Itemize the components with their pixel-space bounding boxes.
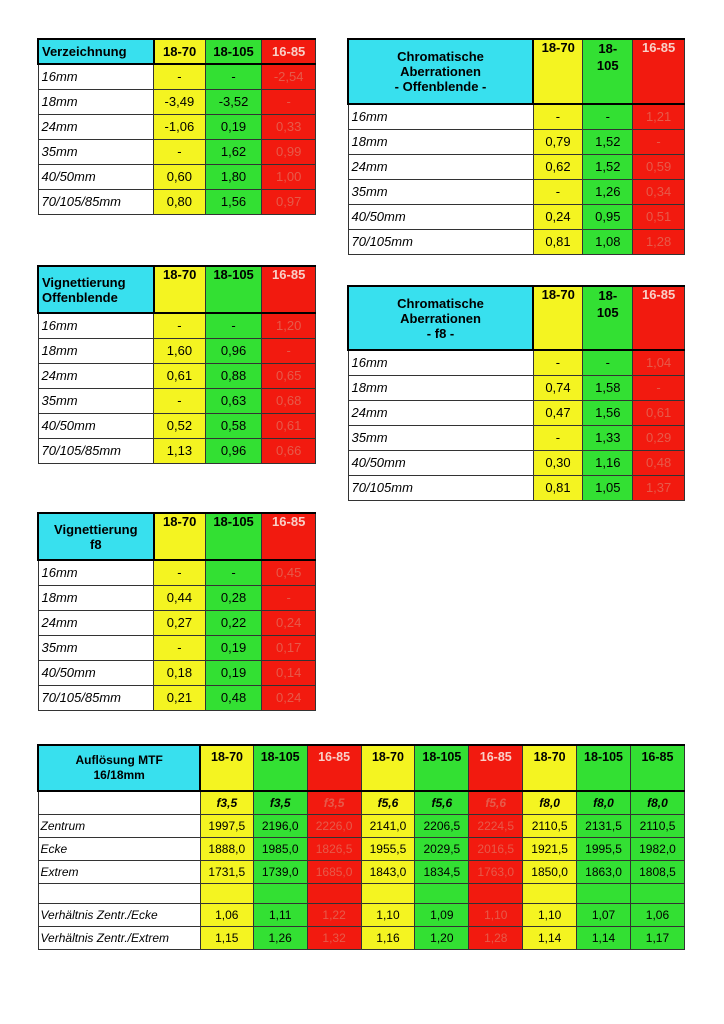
column-header: 16-85 <box>469 745 523 791</box>
row-label: Verhältnis Zentr./Ecke <box>38 903 200 926</box>
table-row <box>38 388 316 413</box>
cell-value: - <box>154 560 206 585</box>
cell-value: 0,95 <box>583 204 633 229</box>
title-line: - f8 - <box>426 325 455 341</box>
cell-value: 1,80 <box>205 164 262 189</box>
spacer-cell <box>38 883 200 903</box>
cell-value: 1,08 <box>583 229 633 254</box>
cell-value: 2016,5 <box>469 837 523 860</box>
cell-value: 0,59 <box>633 154 685 179</box>
column-header: 18-105 <box>415 745 469 791</box>
cell-value: 0,30 <box>533 450 583 475</box>
cell-value: - <box>154 64 206 89</box>
cell-value: 1,56 <box>583 400 633 425</box>
cell-value: 0,33 <box>262 114 316 139</box>
cell-value: 1,20 <box>262 313 316 338</box>
table-row <box>38 438 316 463</box>
cell-value: 2131,5 <box>577 814 631 837</box>
cell-value: 1,28 <box>469 926 523 949</box>
aperture-cell: f5,6 <box>361 791 415 814</box>
cell-value: - <box>205 313 262 338</box>
title-line: Auflösung MTF <box>75 753 163 767</box>
aperture-cell: f8,0 <box>577 791 631 814</box>
cell-value: 2224,5 <box>469 814 523 837</box>
cell-value: - <box>633 129 685 154</box>
column-header: 16-85 <box>262 39 316 64</box>
spacer-cell <box>361 883 415 903</box>
row-label: 24mm <box>348 154 533 179</box>
table-row <box>38 610 316 635</box>
column-header <box>583 286 633 350</box>
table-vignettierung-f8 <box>37 512 316 711</box>
title-line: Vignettierung <box>42 274 126 290</box>
row-label: 40/50mm <box>38 660 154 685</box>
cell-value: - <box>583 350 633 375</box>
table-title: Verzeichnung <box>38 39 154 64</box>
row-label: 70/105/85mm <box>38 685 154 710</box>
column-header: 18-70 <box>361 745 415 791</box>
row-label: 35mm <box>38 388 154 413</box>
cell-value: 0,18 <box>154 660 206 685</box>
table-row <box>348 350 685 375</box>
cell-value: 0,80 <box>154 189 206 214</box>
table-title <box>348 39 533 104</box>
cell-value: 1826,5 <box>307 837 361 860</box>
row-label: 18mm <box>38 338 154 363</box>
cell-value: - <box>154 313 206 338</box>
cell-value: 1888,0 <box>200 837 253 860</box>
column-header: 18-70 <box>533 286 583 350</box>
row-label: 35mm <box>348 425 533 450</box>
title-line: f8 <box>90 536 102 552</box>
table-header-row <box>38 266 316 313</box>
cell-value: 1,04 <box>633 350 685 375</box>
cell-value: 0,51 <box>633 204 685 229</box>
aperture-cell: f3,5 <box>253 791 307 814</box>
table-title <box>38 266 154 313</box>
cell-value: 0,63 <box>205 388 262 413</box>
row-label: 16mm <box>38 560 154 585</box>
row-label: 35mm <box>38 139 154 164</box>
table-row <box>348 450 685 475</box>
row-label: 24mm <box>38 610 154 635</box>
cell-value: 0,34 <box>633 179 685 204</box>
cell-value: 1982,0 <box>630 837 684 860</box>
cell-value: 0,24 <box>262 685 316 710</box>
column-header: 18-70 <box>154 513 206 560</box>
row-label: 40/50mm <box>348 204 533 229</box>
cell-value: 0,65 <box>262 363 316 388</box>
table-row <box>38 164 316 189</box>
cell-value: 0,61 <box>154 363 206 388</box>
title-line: Aberrationen <box>400 64 481 79</box>
cell-value: -3,49 <box>154 89 206 114</box>
table-row <box>38 814 685 837</box>
cell-value: 1,16 <box>583 450 633 475</box>
table-row <box>38 338 316 363</box>
cell-value: 0,81 <box>533 229 583 254</box>
row-label: 16mm <box>348 104 533 129</box>
cell-value: 2029,5 <box>415 837 469 860</box>
header-line: 18- <box>598 41 618 56</box>
row-label: 40/50mm <box>38 413 154 438</box>
cell-value: 1995,5 <box>577 837 631 860</box>
table-row <box>348 179 685 204</box>
cell-value: 1,33 <box>583 425 633 450</box>
aperture-cell: f5,6 <box>469 791 523 814</box>
row-label: 24mm <box>38 363 154 388</box>
cell-value: - <box>154 635 206 660</box>
cell-value: 0,24 <box>262 610 316 635</box>
table-header-row <box>348 39 685 104</box>
spacer-cell <box>469 883 523 903</box>
cell-value: 1,37 <box>633 475 685 500</box>
table-header-row <box>38 513 316 560</box>
column-header: 18-105 <box>205 266 262 313</box>
cell-value: 0,19 <box>205 635 262 660</box>
table-row <box>38 64 316 89</box>
cell-value: 0,17 <box>262 635 316 660</box>
table-row <box>38 413 316 438</box>
cell-value: 1,52 <box>583 154 633 179</box>
cell-value: 0,14 <box>262 660 316 685</box>
cell-value: - <box>533 104 583 129</box>
title-line: - Offenblende - <box>394 79 487 94</box>
column-header: 16-85 <box>262 513 316 560</box>
cell-value: - <box>533 350 583 375</box>
cell-value: 1,14 <box>523 926 577 949</box>
cell-value: 1763,0 <box>469 860 523 883</box>
cell-value: 0,96 <box>205 438 262 463</box>
aperture-cell: f3,5 <box>307 791 361 814</box>
column-header: 18-105 <box>253 745 307 791</box>
cell-value: 2110,5 <box>523 814 577 837</box>
table-row <box>38 685 316 710</box>
row-label: 16mm <box>38 313 154 338</box>
table-row <box>38 89 316 114</box>
cell-value: 0,68 <box>262 388 316 413</box>
table-row <box>38 313 316 338</box>
title-line: 16/18mm <box>93 768 145 782</box>
cell-value: - <box>262 585 316 610</box>
title-line: Chromatische <box>397 49 484 64</box>
cell-value: 0,27 <box>154 610 206 635</box>
spacer-cell <box>415 883 469 903</box>
aperture-cell: f5,6 <box>415 791 469 814</box>
header-line: 105 <box>596 305 619 320</box>
cell-value: 1,11 <box>253 903 307 926</box>
cell-value: -1,06 <box>154 114 206 139</box>
cell-value: 2110,5 <box>630 814 684 837</box>
cell-value: - <box>262 89 316 114</box>
cell-value: 0,62 <box>533 154 583 179</box>
cell-value: - <box>262 338 316 363</box>
table-row <box>38 189 316 214</box>
cell-value: 1985,0 <box>253 837 307 860</box>
cell-value: 1834,5 <box>415 860 469 883</box>
cell-value: 0,66 <box>262 438 316 463</box>
cell-value: 1,16 <box>361 926 415 949</box>
row-label: Ecke <box>38 837 200 860</box>
title-line: Vignettierung <box>54 521 138 537</box>
cell-value: 1850,0 <box>523 860 577 883</box>
cell-value: 2206,5 <box>415 814 469 837</box>
row-label: Verhältnis Zentr./Extrem <box>38 926 200 949</box>
row-label: 16mm <box>348 350 533 375</box>
row-label: 70/105/85mm <box>38 438 154 463</box>
table-row <box>348 129 685 154</box>
table-row <box>348 229 685 254</box>
row-label: 70/105mm <box>348 229 533 254</box>
row-label: 35mm <box>348 179 533 204</box>
row-label: 40/50mm <box>348 450 533 475</box>
column-header: 18-105 <box>577 745 631 791</box>
cell-value: 1,56 <box>205 189 262 214</box>
cell-value: 1997,5 <box>200 814 253 837</box>
table-header-row <box>38 745 685 791</box>
cell-value: 1,10 <box>469 903 523 926</box>
cell-value: 1,58 <box>583 375 633 400</box>
column-header: 18-70 <box>523 745 577 791</box>
cell-value: 0,58 <box>205 413 262 438</box>
cell-value: 1,06 <box>200 903 253 926</box>
aperture-cell: f3,5 <box>200 791 253 814</box>
aperture-cell: f8,0 <box>523 791 577 814</box>
table-row <box>38 660 316 685</box>
cell-value: 1,20 <box>415 926 469 949</box>
cell-value: 0,19 <box>205 114 262 139</box>
row-label: 24mm <box>38 114 154 139</box>
column-header: 16-85 <box>262 266 316 313</box>
table-ca-f8 <box>347 285 685 501</box>
column-header: 16-85 <box>633 286 685 350</box>
table-row <box>38 363 316 388</box>
cell-value: 1,15 <box>200 926 253 949</box>
cell-value: 1,06 <box>630 903 684 926</box>
table-header-row <box>348 286 685 350</box>
table-row <box>348 475 685 500</box>
column-header: 18-70 <box>200 745 253 791</box>
cell-value: 0,60 <box>154 164 206 189</box>
header-line: 18- <box>598 288 618 303</box>
table-ca-offenblende <box>347 38 685 255</box>
column-header: 18-70 <box>154 266 206 313</box>
cell-value: 1,10 <box>523 903 577 926</box>
column-header: 16-85 <box>630 745 684 791</box>
cell-value: 0,81 <box>533 475 583 500</box>
cell-value: 0,44 <box>154 585 206 610</box>
table-vignettierung-offenblende <box>37 265 316 464</box>
cell-value: 2196,0 <box>253 814 307 837</box>
cell-value: 0,61 <box>262 413 316 438</box>
cell-value: 0,97 <box>262 189 316 214</box>
cell-value: 2226,0 <box>307 814 361 837</box>
cell-value: 0,88 <box>205 363 262 388</box>
cell-value: 0,28 <box>205 585 262 610</box>
table-row <box>38 635 316 660</box>
cell-value: -2,54 <box>262 64 316 89</box>
row-label: 40/50mm <box>38 164 154 189</box>
cell-value: 0,48 <box>205 685 262 710</box>
title-line: Aberrationen <box>400 310 481 326</box>
cell-value: 1,22 <box>307 903 361 926</box>
cell-value: 1685,0 <box>307 860 361 883</box>
cell-value: 1731,5 <box>200 860 253 883</box>
table-row <box>348 104 685 129</box>
table-row <box>348 425 685 450</box>
row-label: 24mm <box>348 400 533 425</box>
column-header <box>583 39 633 104</box>
table-title <box>38 513 154 560</box>
cell-value: 0,52 <box>154 413 206 438</box>
row-label: Zentrum <box>38 814 200 837</box>
cell-value: 0,47 <box>533 400 583 425</box>
spacer-row <box>38 883 685 903</box>
table-row <box>38 585 316 610</box>
cell-value: 1,21 <box>633 104 685 129</box>
table-row <box>348 375 685 400</box>
cell-value: 0,99 <box>262 139 316 164</box>
cell-value: 1,62 <box>205 139 262 164</box>
row-label: 18mm <box>348 375 533 400</box>
cell-value: 0,22 <box>205 610 262 635</box>
row-label: 18mm <box>38 585 154 610</box>
cell-value: - <box>533 425 583 450</box>
cell-value: 1,00 <box>262 164 316 189</box>
cell-value: - <box>533 179 583 204</box>
cell-value: 0,96 <box>205 338 262 363</box>
cell-value: 1863,0 <box>577 860 631 883</box>
spacer-cell <box>307 883 361 903</box>
title-line: Chromatische <box>397 295 484 311</box>
cell-value: 1,52 <box>583 129 633 154</box>
cell-value: 0,61 <box>633 400 685 425</box>
header-line: 105 <box>596 58 619 73</box>
cell-value: 0,45 <box>262 560 316 585</box>
cell-value: - <box>583 104 633 129</box>
table-title <box>38 745 200 791</box>
column-header: 18-70 <box>533 39 583 104</box>
table-row <box>38 139 316 164</box>
cell-value: - <box>154 388 206 413</box>
table-row <box>38 114 316 139</box>
spacer-cell <box>577 883 631 903</box>
cell-value: 2141,0 <box>361 814 415 837</box>
cell-value: 0,29 <box>633 425 685 450</box>
spacer-cell <box>253 883 307 903</box>
column-header: 18-105 <box>205 513 262 560</box>
cell-value: 0,19 <box>205 660 262 685</box>
cell-value: 1,07 <box>577 903 631 926</box>
spacer-cell <box>523 883 577 903</box>
row-label: 70/105mm <box>348 475 533 500</box>
cell-value: 1,26 <box>253 926 307 949</box>
table-row <box>348 400 685 425</box>
title-line: Offenblende <box>42 289 118 305</box>
column-header: 18-70 <box>154 39 206 64</box>
cell-value: - <box>633 375 685 400</box>
row-label: 18mm <box>348 129 533 154</box>
column-header: 18-105 <box>205 39 262 64</box>
column-header: 16-85 <box>307 745 361 791</box>
cell-value: 0,74 <box>533 375 583 400</box>
cell-value: -3,52 <box>205 89 262 114</box>
cell-value: 1,09 <box>415 903 469 926</box>
row-label: 16mm <box>38 64 154 89</box>
cell-value: 1921,5 <box>523 837 577 860</box>
aperture-cell: f8,0 <box>630 791 684 814</box>
table-row <box>348 154 685 179</box>
table-aufloesung-mtf <box>37 744 685 950</box>
cell-value: 0,21 <box>154 685 206 710</box>
cell-value: 0,24 <box>533 204 583 229</box>
table-title <box>348 286 533 350</box>
table-row <box>348 204 685 229</box>
cell-value: 1,14 <box>577 926 631 949</box>
aperture-row <box>38 791 685 814</box>
column-header: 16-85 <box>633 39 685 104</box>
cell-value: 1,05 <box>583 475 633 500</box>
cell-value: - <box>154 139 206 164</box>
cell-value: 1,32 <box>307 926 361 949</box>
table-row <box>38 926 685 949</box>
spacer-cell <box>200 883 253 903</box>
cell-value: 1,60 <box>154 338 206 363</box>
cell-value: - <box>205 560 262 585</box>
row-label: 70/105/85mm <box>38 189 154 214</box>
cell-value: 0,48 <box>633 450 685 475</box>
table-row <box>38 560 316 585</box>
cell-value: 1,26 <box>583 179 633 204</box>
row-label: 18mm <box>38 89 154 114</box>
cell-value: 1808,5 <box>630 860 684 883</box>
cell-value: 1,28 <box>633 229 685 254</box>
row-label <box>38 791 200 814</box>
cell-value: 1,17 <box>630 926 684 949</box>
spacer-cell <box>630 883 684 903</box>
cell-value: - <box>205 64 262 89</box>
table-row <box>38 860 685 883</box>
table-header-row <box>38 39 316 64</box>
row-label: Extrem <box>38 860 200 883</box>
row-label: 35mm <box>38 635 154 660</box>
cell-value: 1,10 <box>361 903 415 926</box>
table-verzeichnung <box>37 38 316 215</box>
cell-value: 1843,0 <box>361 860 415 883</box>
table-row <box>38 903 685 926</box>
table-row <box>38 837 685 860</box>
cell-value: 1739,0 <box>253 860 307 883</box>
cell-value: 1,13 <box>154 438 206 463</box>
cell-value: 1955,5 <box>361 837 415 860</box>
cell-value: 0,79 <box>533 129 583 154</box>
